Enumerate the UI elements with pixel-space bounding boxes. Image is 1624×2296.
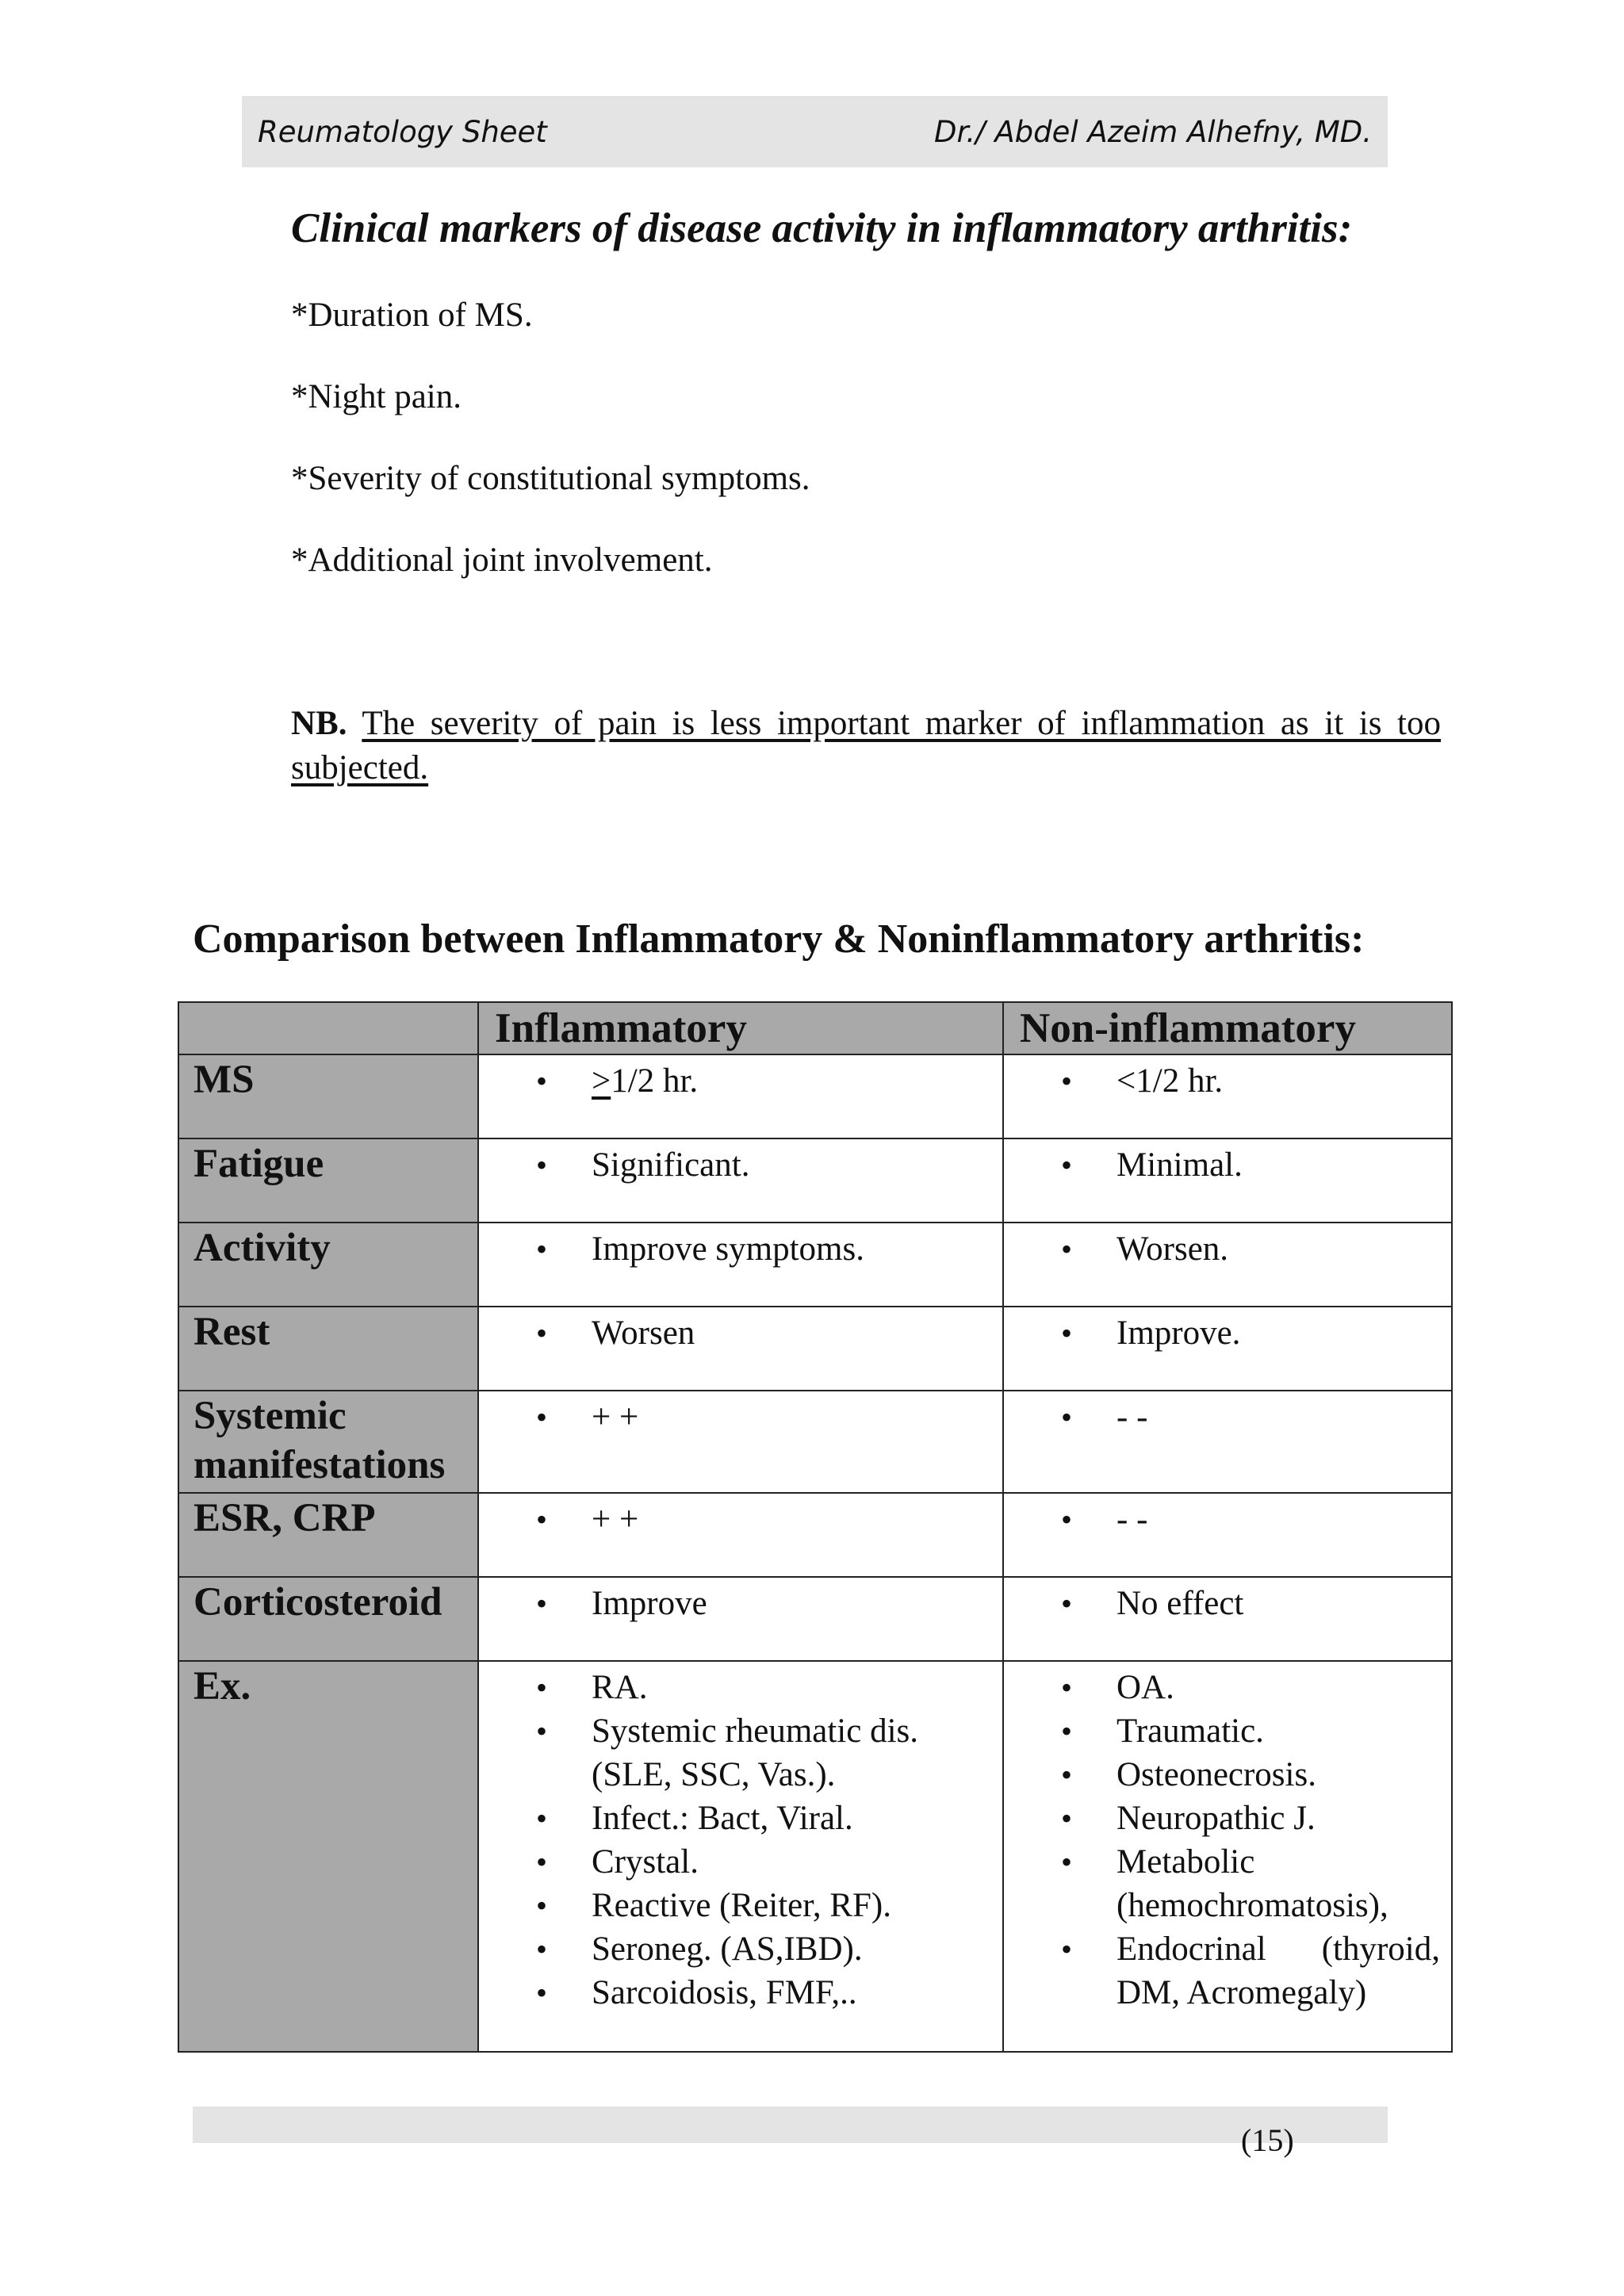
marker-item: *Additional joint involvement. — [291, 541, 713, 579]
cell-inflammatory — [478, 1661, 1003, 2052]
list-item: • Crystal. — [479, 1840, 1002, 1884]
list-item: • Significant. — [479, 1143, 1002, 1187]
list-item: • Seroneg. (AS,IBD). — [479, 1927, 1002, 1971]
row-label: MS — [178, 1054, 478, 1138]
column-header-noninflammatory: Non-inflammatory — [1003, 1002, 1452, 1054]
ms-inflammatory-value: 1/2 hr. — [611, 1062, 699, 1100]
list-item: • + + — [479, 1395, 1002, 1439]
page-number: (15) — [1241, 2122, 1294, 2158]
header-sheet-title: Reumatology Sheet — [258, 114, 547, 149]
list-item: • - - — [1004, 1395, 1451, 1439]
row-label: Activity — [178, 1223, 478, 1307]
nb-text: The severity of pain is less important marker of inflammation as it is too subjected. — [291, 705, 1442, 786]
list-item: • Improve. — [1004, 1311, 1451, 1355]
cell-noninflammatory — [1003, 1223, 1452, 1307]
comparison-title: Comparison between Inflammatory & Noninflammatory arthritis: — [193, 916, 1365, 962]
nb-label: NB. — [291, 705, 347, 742]
list-item: • Worsen — [479, 1311, 1002, 1355]
table-row — [178, 1493, 1452, 1577]
table-row — [178, 1661, 1452, 2052]
cell-noninflammatory — [1003, 1138, 1452, 1223]
list-item: • Endocrinal (thyroid, DM, Acromegaly) — [1004, 1927, 1451, 2015]
list-item: • - - — [1004, 1498, 1451, 1541]
list-item: • Reactive (Reiter, RF). — [479, 1884, 1002, 1927]
list-item: • Osteonecrosis. — [1004, 1753, 1451, 1797]
table-row — [178, 1223, 1452, 1307]
list-item: • + + — [479, 1498, 1002, 1541]
clinical-markers-title: Clinical markers of disease activity in inflammatory arthritis: — [291, 205, 1353, 251]
column-header-inflammatory: Inflammatory — [478, 1002, 1003, 1054]
comparison-table — [178, 1001, 1453, 2053]
list-item: • Improve — [479, 1582, 1002, 1625]
row-label: Rest — [178, 1307, 478, 1391]
cell-noninflammatory — [1003, 1493, 1452, 1577]
table-row — [178, 1054, 1452, 1138]
list-item: • Neuropathic J. — [1004, 1797, 1451, 1840]
cell-inflammatory — [478, 1054, 1003, 1138]
cell-noninflammatory — [1003, 1577, 1452, 1661]
row-label: Ex. — [178, 1661, 478, 2052]
nb-note — [291, 702, 1441, 790]
cell-noninflammatory — [1003, 1307, 1452, 1391]
page-footer-bar — [193, 2107, 1388, 2143]
list-item: • OA. — [1004, 1666, 1451, 1709]
list-item: • Improve symptoms. — [479, 1227, 1002, 1271]
list-item: • Systemic rheumatic dis.(SLE, SSC, Vas.). — [479, 1709, 1002, 1797]
header-author: Dr./ Abdel Azeim Alhefny, MD. — [934, 114, 1372, 149]
cell-inflammatory — [478, 1493, 1003, 1577]
table-row — [178, 1307, 1452, 1391]
list-item: • Infect.: Bact, Viral. — [479, 1797, 1002, 1840]
cell-inflammatory — [478, 1577, 1003, 1661]
table-row — [178, 1391, 1452, 1493]
cell-noninflammatory — [1003, 1391, 1452, 1493]
cell-noninflammatory — [1003, 1054, 1452, 1138]
cell-inflammatory — [478, 1138, 1003, 1223]
list-item: • RA. — [479, 1666, 1002, 1709]
cell-inflammatory — [478, 1223, 1003, 1307]
list-item: • Minimal. — [1004, 1143, 1451, 1187]
row-label: Corticosteroid — [178, 1577, 478, 1661]
list-item: • Sarcoidosis, FMF,.. — [479, 1971, 1002, 2015]
cell-noninflammatory — [1003, 1661, 1452, 2052]
cell-inflammatory — [478, 1391, 1003, 1493]
marker-item: *Severity of constitutional symptoms. — [291, 460, 810, 497]
greater-equal-symbol: > — [592, 1062, 611, 1100]
table-row — [178, 1138, 1452, 1223]
table-row — [178, 1577, 1452, 1661]
list-item: • No effect — [1004, 1582, 1451, 1625]
column-header-empty — [178, 1002, 478, 1054]
marker-item: *Night pain. — [291, 378, 462, 415]
table-header-row — [178, 1002, 1452, 1054]
list-item — [479, 1059, 1002, 1103]
list-item: • Metabolic (hemochromatosis), — [1004, 1840, 1451, 1927]
list-item: • Traumatic. — [1004, 1709, 1451, 1753]
list-item: • Worsen. — [1004, 1227, 1451, 1271]
row-label: Systemic manifestations — [178, 1391, 478, 1493]
row-label: Fatigue — [178, 1138, 478, 1223]
row-label: ESR, CRP — [178, 1493, 478, 1577]
marker-item: *Duration of MS. — [291, 297, 533, 334]
cell-inflammatory — [478, 1307, 1003, 1391]
page-header — [242, 96, 1388, 167]
list-item: • <1/2 hr. — [1004, 1059, 1451, 1103]
